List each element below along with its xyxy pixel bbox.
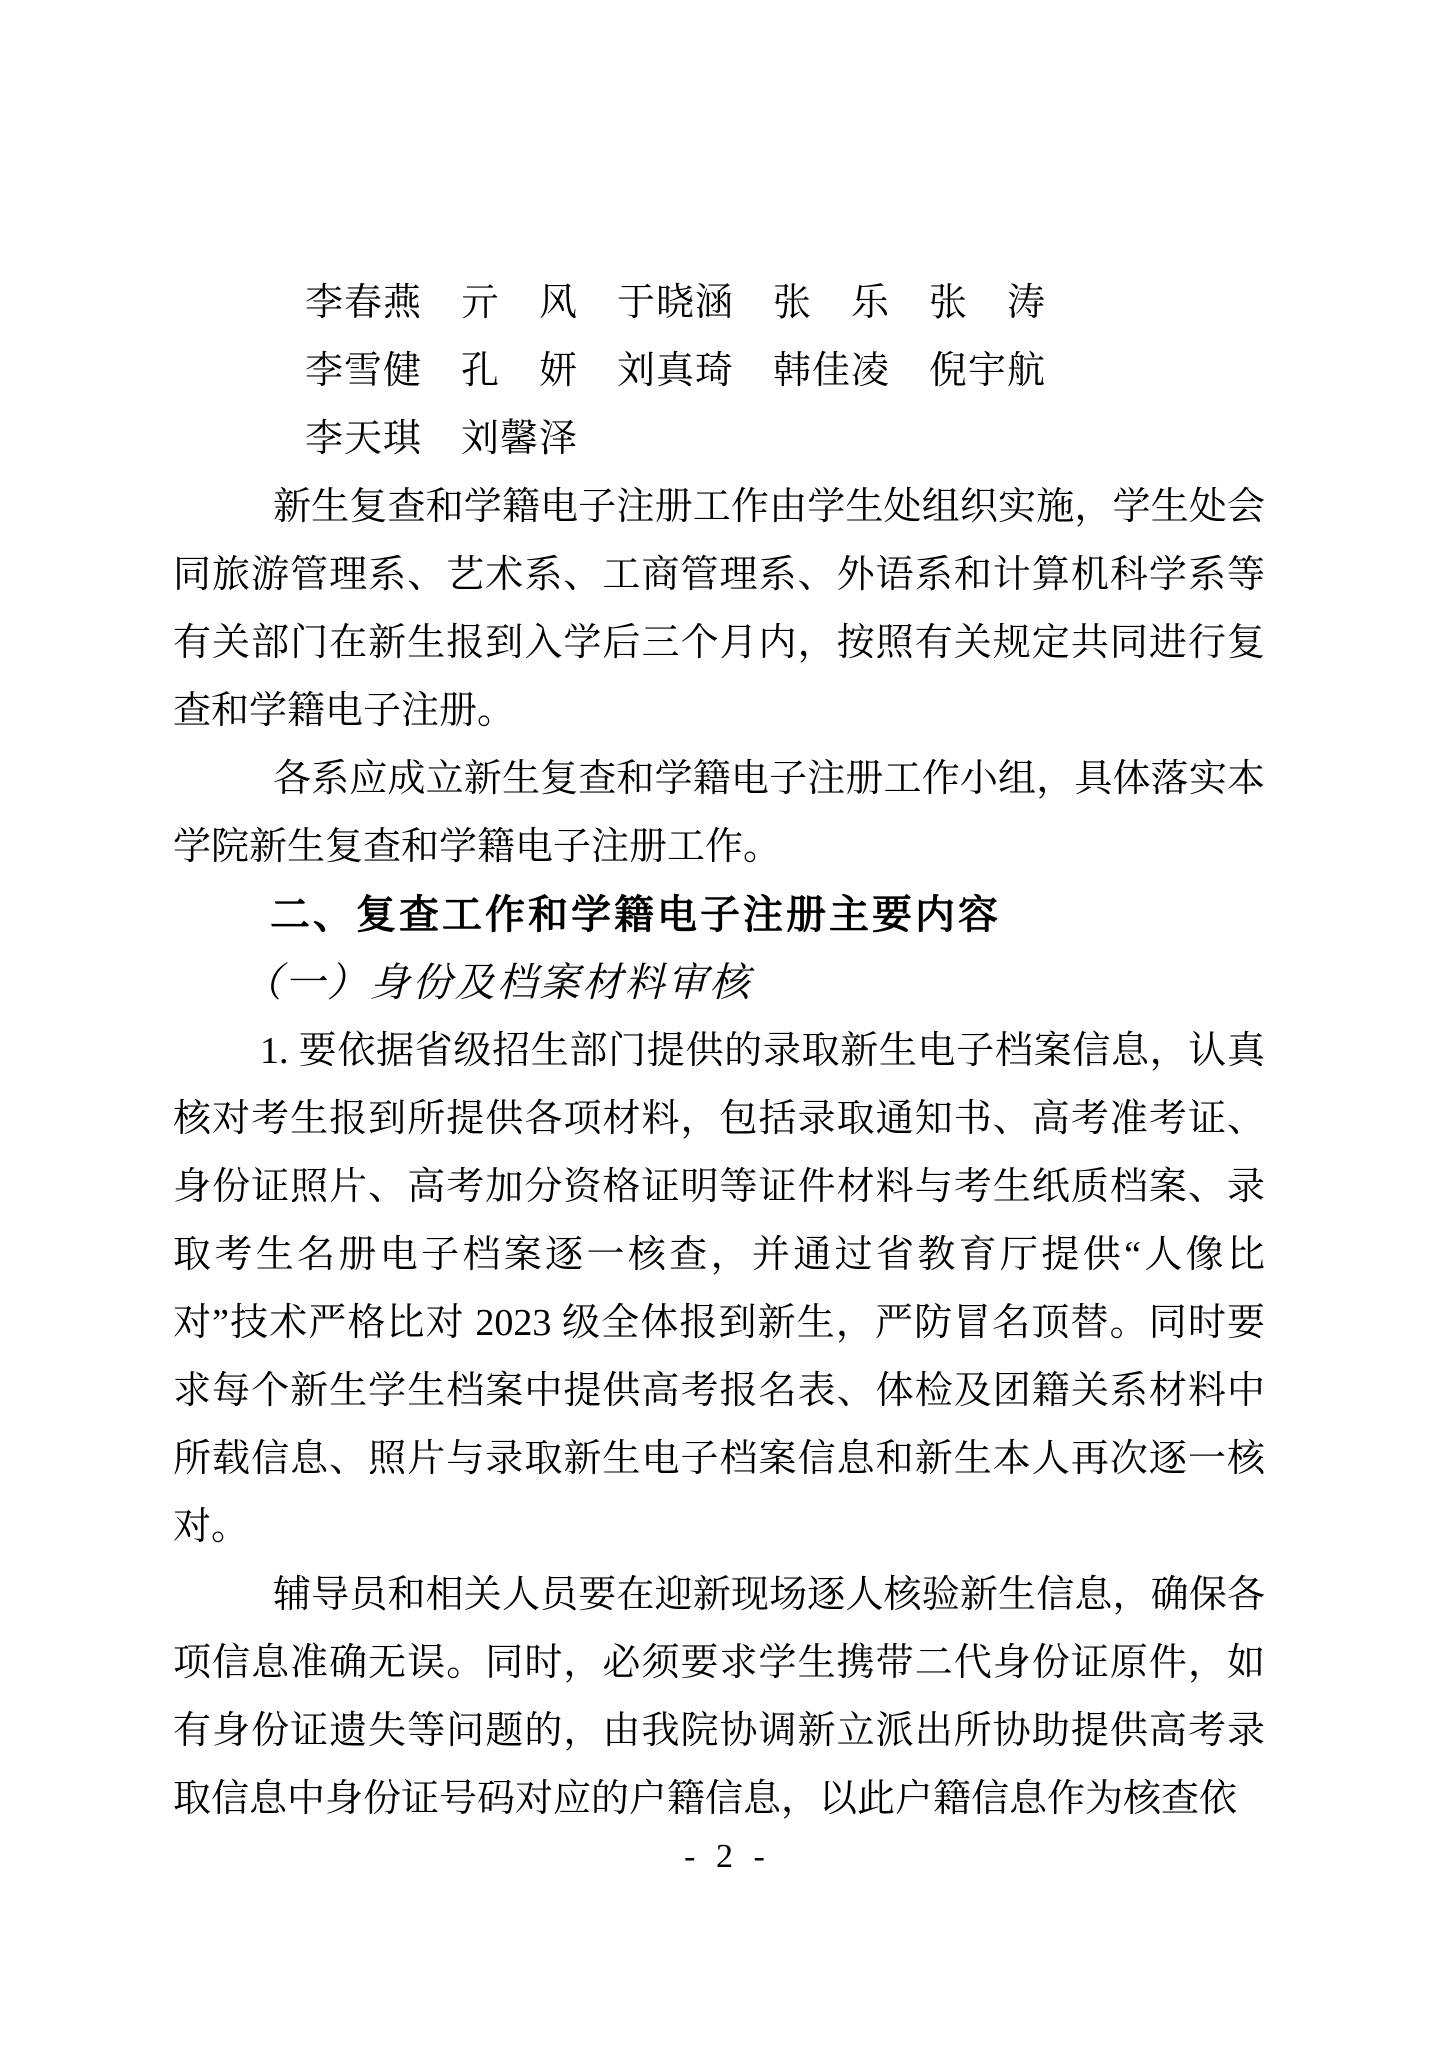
signatory-names-line-3: 李天琪 刘馨泽 <box>305 418 579 460</box>
signatory-names-line-2: 李雪健 孔 妍 刘真琦 韩佳凌 倪宇航 <box>305 350 1047 392</box>
paragraph-implementation: 新生复查和学籍电子注册工作由学生处组织实施，学生处会同旅游管理系、艺术系、工商管理系、外语系和计算机科学系等有关部门在新生报到入学后三个月内，按照有关规定共同进行复查和学籍电子注册。 <box>173 486 1265 732</box>
signatory-names-line-1: 李春燕 亓 风 于晓涵 张 乐 张 涛 <box>305 282 1047 324</box>
section-heading-main-content: 二、复查工作和学籍电子注册主要内容 <box>270 893 1001 937</box>
document-content <box>173 269 1265 1833</box>
subsection-heading-identity-review: （一）身份及档案材料审核 <box>242 960 752 1005</box>
paragraph-working-group: 各系应成立新生复查和学籍电子注册工作小组，具体落实本学院新生复查和学籍电子注册工作。 <box>173 758 1265 868</box>
paragraph-counselor-verification: 辅导员和相关人员要在迎新现场逐人核验新生信息，确保各项信息准确无误。同时，必须要求学生携带二代身份证原件，如有身份证遗失等问题的，由我院协调新立派出所协助提供高考录取信息中身份证号码对应的户籍信息，以此户籍信息作为核查依 <box>173 1574 1265 1820</box>
paragraph-identity-archive-check: 1. 要依据省级招生部门提供的录取新生电子档案信息，认真核对考生报到所提供各项材料，包括录取通知书、高考准考证、身份证照片、高考加分资格证明等证件材料与考生纸质档案、录取考生名册电子档案逐一核查，并通过省教育厅提供“人像比对”技术严格比对 2023 级全体报到新生，严防冒名顶替。同时要求每个新生学生档案中提供高考报名表、体检及团籍关系材料中所载信息、照片与录取新生电子档案信息和新生本人再次逐一核对。 <box>173 1030 1265 1548</box>
signatory-names <box>173 269 1265 473</box>
page-number: - 2 - <box>684 1838 771 1875</box>
